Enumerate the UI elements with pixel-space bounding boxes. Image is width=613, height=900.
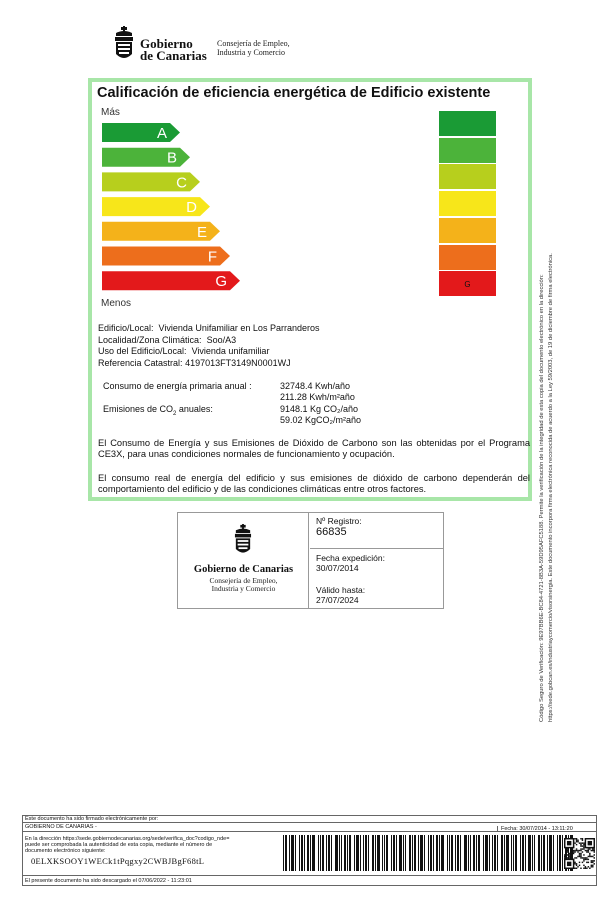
registry-logo xyxy=(178,513,309,608)
rating-segment-d xyxy=(439,191,496,216)
gob-name xyxy=(140,38,220,62)
info-localidad xyxy=(98,335,319,347)
consumo-value-1: 32748.4 Kwh/año xyxy=(280,381,351,391)
coat-of-arms-icon xyxy=(112,26,136,64)
footer-fecha: Fecha: 30/07/2014 - 13:11:20 xyxy=(497,826,573,832)
uso-label: Uso del Edificio/Local: xyxy=(98,346,187,356)
fecha-label: Fecha expedición: xyxy=(316,553,385,563)
energy-grade-arrows xyxy=(102,123,242,296)
edificio-label: Edificio/Local: xyxy=(98,323,154,333)
building-info xyxy=(98,323,319,369)
rating-scale xyxy=(439,111,496,301)
qr-code-image xyxy=(564,838,595,869)
fecha-value: 30/07/2014 xyxy=(316,563,359,573)
valido-value: 27/07/2024 xyxy=(316,595,359,605)
valido-label: Válido hasta: xyxy=(316,585,366,595)
emisiones-label xyxy=(103,404,213,420)
footer-descargado: El presente documento ha sido descargado el 07/06/2022 - 11:23:01 xyxy=(25,878,192,884)
emisiones-value-2: 59.02 KgCO₂/m²año xyxy=(280,415,362,425)
grade-letter-f: F xyxy=(207,248,217,266)
footer-codigo: 0ELXKSOOY1WECk1tPqgxy2CWBJBgF68tL xyxy=(31,856,205,866)
gob-name-line-2: de Canarias xyxy=(140,48,207,63)
grade-letter-a: A xyxy=(156,125,167,142)
grade-letter-b: B xyxy=(166,149,177,167)
footer-row-firmado xyxy=(23,816,596,823)
label-mas: Más xyxy=(101,107,120,118)
grade-letter-e: E xyxy=(196,223,207,241)
footer-direccion-3: documento electrónico siguiente: xyxy=(25,848,106,854)
emisiones-label-sub: 2 xyxy=(173,410,177,417)
gob-dept-line-2: Industria y Comercio xyxy=(217,48,285,57)
footer-divider xyxy=(23,875,596,876)
registro-cell xyxy=(310,513,444,549)
registry-gob-name: Gobierno de Canarias xyxy=(193,564,294,575)
footer-firmante: GOBIERNO DE CANARIAS - xyxy=(25,824,97,830)
referencia-value: 4197013FT3149N0001WJ xyxy=(185,357,291,368)
emisiones-label-post: anuales: xyxy=(176,404,213,414)
grade-letter-d: D xyxy=(186,199,197,217)
energy-certificate xyxy=(88,78,532,501)
footer-direccion-1: En la dirección https://sede.gobiernodecanarias.org/sede/verifica_doc?codigo_nde= xyxy=(25,836,230,842)
registry-dept-line-2: Industria y Comercio xyxy=(211,584,276,593)
rating-segment-e xyxy=(439,218,496,243)
edificio-value: Vivienda Unifamiliar en Los Parranderos xyxy=(158,323,320,333)
grade-letter-g: G xyxy=(215,273,227,291)
emisiones-label-pre: Emisiones de CO xyxy=(103,404,174,414)
localidad-label: Localidad/Zona Climática: xyxy=(98,334,202,345)
side-line-1: Código Seguro de Verificación: 9E97BB6E-BC84-4721-8B3A-59D95AFC5188. Permite la verificación de la integridad de esta copia del documento electrónico en la dirección: xyxy=(539,274,545,722)
verification-side-text xyxy=(538,122,556,722)
gob-dept xyxy=(217,39,327,57)
registry-box xyxy=(177,512,444,609)
rating-segment-a xyxy=(439,111,496,136)
rating-segment-c xyxy=(439,164,496,189)
rating-segment-b xyxy=(439,138,496,163)
localidad-value: Soo/A3 xyxy=(206,334,237,345)
rating-marker: G xyxy=(464,280,471,290)
header-logo xyxy=(112,26,312,64)
consumo-label: Consumo de energía primaria anual : xyxy=(103,381,252,391)
info-edificio xyxy=(98,323,319,335)
info-uso xyxy=(98,346,319,358)
info-referencia xyxy=(98,358,319,370)
gob-name-line-1: Gobierno xyxy=(140,36,193,51)
gob-dept-line-1: Consejería de Empleo, xyxy=(217,39,290,48)
barcode-image xyxy=(283,835,573,871)
footer-row-firmante xyxy=(23,823,596,832)
footer-direccion-2: puede ser comprobada la autenticidad de esta copia, mediante el número de xyxy=(25,842,213,848)
registro-label: Nº Registro: xyxy=(316,516,362,526)
grade-arrow-a xyxy=(102,123,180,142)
uso-value: Vivienda unifamiliar xyxy=(191,346,270,356)
emisiones-value-1: 9148.1 Kg CO₂/año xyxy=(280,404,359,414)
coat-of-arms-icon xyxy=(232,524,254,558)
side-line-2: https://sede.gobcan.es/industriaycomercio/visorsinergia. Este documento incorpora firma electrónica reconocida de acuerdo a la Ley 59/2003, de 19 de diciembre de firma electrónica. xyxy=(548,253,554,722)
rating-segment-f xyxy=(439,245,496,270)
signature-footer xyxy=(22,815,597,886)
footer-firmado: Este documento ha sido firmado electrónicamente por: xyxy=(25,816,159,822)
consumo-value-2: 211.28 Kwh/m²año xyxy=(280,392,355,402)
fecha-cell xyxy=(310,549,444,608)
paragraph-programa: El Consumo de Energía y sus Emisiones de Dióxido de Carbono son las obtenidas por el Programa CE3X, para unas condiciones normales de funcionamiento y ocupación. xyxy=(98,438,530,459)
registry-dept xyxy=(178,577,309,593)
label-menos: Menos xyxy=(101,298,132,309)
grade-letter-c: C xyxy=(176,174,187,192)
registry-dept-line-1: Consejería de Empleo, xyxy=(209,576,278,585)
registro-value: 66835 xyxy=(316,526,347,538)
paragraph-consumo-real: El consumo real de energía del edificio y sus emisiones de dióxido de carbono dependerán del comportamiento del edificio y de las condiciones climáticas entre otros factores. xyxy=(98,473,530,494)
referencia-label: Referencia Catastral: xyxy=(98,357,183,368)
certificate-title: Calificación de eficiencia energética de Edificio existente xyxy=(97,85,491,101)
